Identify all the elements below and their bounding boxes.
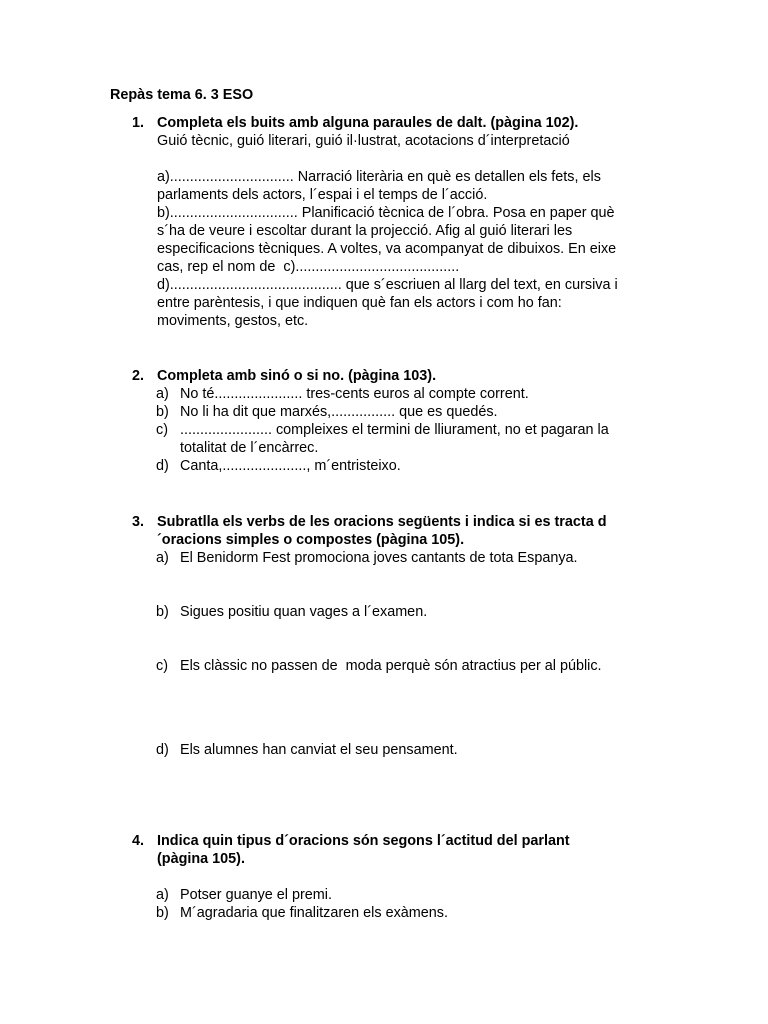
q2-number: 2. <box>132 368 145 384</box>
q2-item-text: Canta,....................., m´entristeixo. <box>180 458 401 474</box>
q4-number: 4. <box>132 833 145 849</box>
q1-line: cas, rep el nom de c)......................................... <box>157 259 460 275</box>
q1-line: moviments, gestos, etc. <box>157 313 309 329</box>
q2-item-text: totalitat de l´encàrrec. <box>180 440 319 456</box>
q4-heading: Indica quin tipus d´oracions són segons l´actitud del parlant <box>157 833 570 849</box>
q2-item-label: a) <box>156 386 169 402</box>
q4-item-text: Potser guanye el premi. <box>180 887 332 903</box>
q1-line: parlaments dels actors, l´espai i el temps de l´acció. <box>157 187 488 203</box>
q2-item-text: No té...................... tres-cents euros al compte corrent. <box>180 386 529 402</box>
q2-item-text: No li ha dit que marxés,................ que es quedés. <box>180 404 498 420</box>
q3-number: 3. <box>132 514 145 530</box>
q1-line: s´ha de veure i escoltar durant la projecció. Afig al guió literari les <box>157 223 573 239</box>
q3-item-text: Els alumnes han canviat el seu pensament. <box>180 742 458 758</box>
q3-heading-cont: ´oracions simples o compostes (pàgina 105). <box>157 532 465 548</box>
q1-line: entre parèntesis, i que indiquen què fan els actors i com ho fan: <box>157 295 562 311</box>
q2-item-text: ....................... compleixes el termini de lliurament, no et pagaran la <box>180 422 609 438</box>
q3-item-label: a) <box>156 550 169 566</box>
q1-word-bank: Guió tècnic, guió literari, guió il·lustrat, acotacions d´interpretació <box>157 133 570 149</box>
q4-item-text: M´agradaria que finalitzaren els exàmens. <box>180 905 448 921</box>
q3-item-label: d) <box>156 742 169 758</box>
q3-item-text: El Benidorm Fest promociona joves cantants de tota Espanya. <box>180 550 578 566</box>
q1-heading: Completa els buits amb alguna paraules de dalt. (pàgina 102). <box>157 115 579 131</box>
q2-item-label: c) <box>156 422 168 438</box>
q2-item-label: d) <box>156 458 169 474</box>
q1-line: d)........................................... que s´escriuen al llarg del text, en cursiva i <box>157 277 618 293</box>
q2-heading: Completa amb sinó o si no. (pàgina 103). <box>157 368 437 384</box>
q1-line: b)................................ Planificació tècnica de l´obra. Posa en paper què <box>157 205 615 221</box>
q1-line: especificacions tècniques. A voltes, va acompanyat de dibuixos. En eixe <box>157 241 617 257</box>
q3-heading: Subratlla els verbs de les oracions següents i indica si es tracta d <box>157 514 607 530</box>
q4-heading-cont: (pàgina 105). <box>157 851 245 867</box>
q2-item-label: b) <box>156 404 169 420</box>
q3-item-label: b) <box>156 604 169 620</box>
q4-item-label: a) <box>156 887 169 903</box>
q3-item-text: Els clàssic no passen de moda perquè són atractius per al públic. <box>180 658 602 674</box>
q3-item-text: Sigues positiu quan vages a l´examen. <box>180 604 428 620</box>
q1-number: 1. <box>132 115 145 131</box>
q4-item-label: b) <box>156 905 169 921</box>
q3-item-label: c) <box>156 658 168 674</box>
document-title: Repàs tema 6. 3 ESO <box>110 87 254 103</box>
q1-line: a)............................... Narració literària en què es detallen els fets, els <box>157 169 601 185</box>
